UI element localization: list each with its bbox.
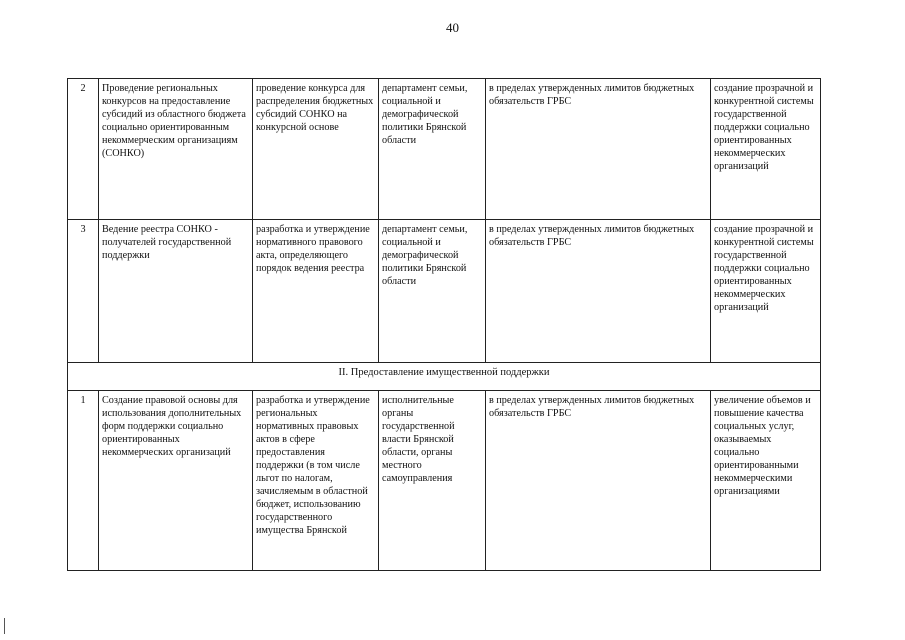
- mechanism-cell: проведение конкурса для распределения бюджетных субсидий СОНКО на конкурсной основе: [253, 79, 379, 220]
- funding-cell: в пределах утвержденных лимитов бюджетных обязательств ГРБС: [486, 220, 711, 363]
- scan-edge-mark: [4, 618, 5, 634]
- row-number-cell: 3: [68, 220, 99, 363]
- event-cell: Ведение реестра СОНКО - получателей государственной поддержки: [99, 220, 253, 363]
- mechanism-cell: разработка и утверждение региональных нормативных правовых актов в сфере предоставления поддержки (в том числе льгот по налогам, зачисляемым в областной бюджет, использованию государственного имущества Брянской: [253, 391, 379, 571]
- section-row: [68, 363, 821, 391]
- executor-cell: исполнительные органы государственной власти Брянской области, органы местного самоуправления: [379, 391, 486, 571]
- table-row: [68, 79, 821, 220]
- funding-cell: в пределах утвержденных лимитов бюджетных обязательств ГРБС: [486, 79, 711, 220]
- section-title: II. Предоставление имущественной поддержки: [68, 363, 821, 391]
- row-number-cell: 1: [68, 391, 99, 571]
- mechanism-cell: разработка и утверждение нормативного правового акта, определяющего порядок ведения реестра: [253, 220, 379, 363]
- table-row: [68, 220, 821, 363]
- executor-cell: департамент семьи, социальной и демографической политики Брянской области: [379, 220, 486, 363]
- result-cell: создание прозрачной и конкурентной системы государственной поддержки социально ориентированных некоммерческих организаций: [711, 220, 821, 363]
- event-cell: Создание правовой основы для использования дополнительных форм поддержки социально ориентированных некоммерческих организаций: [99, 391, 253, 571]
- result-cell: создание прозрачной и конкурентной системы государственной поддержки социально ориентированных некоммерческих организаций: [711, 79, 821, 220]
- table-row: [68, 391, 821, 571]
- result-cell: увеличение объемов и повышение качества социальных услуг, оказываемых социально ориентированными некоммерческими организациями: [711, 391, 821, 571]
- event-cell: Проведение региональных конкурсов на предоставление субсидий из областного бюджета социально ориентированным некоммерческим организациям (СОНКО): [99, 79, 253, 220]
- row-number-cell: 2: [68, 79, 99, 220]
- executor-cell: департамент семьи, социальной и демографической политики Брянской области: [379, 79, 486, 220]
- measures-table: [67, 78, 821, 571]
- page-number: 40: [446, 20, 459, 35]
- funding-cell: в пределах утвержденных лимитов бюджетных обязательств ГРБС: [486, 391, 711, 571]
